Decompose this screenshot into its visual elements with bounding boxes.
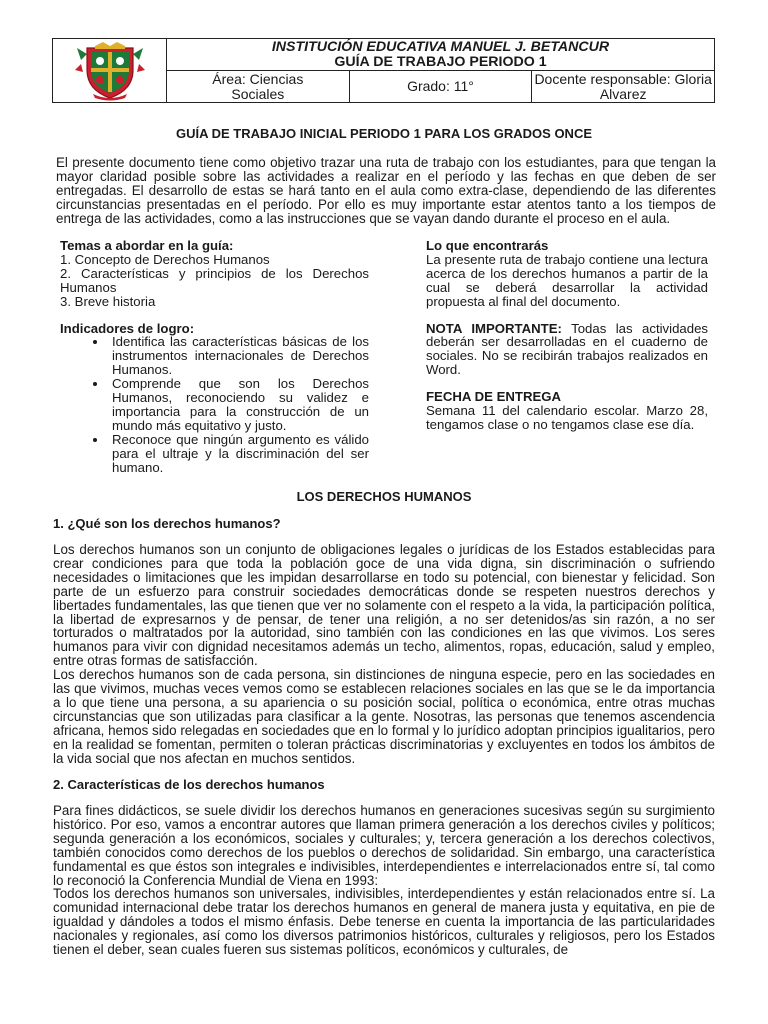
topic-item: 1. Concepto de Derechos Humanos xyxy=(60,251,270,267)
indicator-item: • Comprende que son los Derechos Humanos, reconociendo su validez e importancia para la construcción de un mundo más equitativo y justo. xyxy=(108,377,369,433)
question-2-paragraph: Para fines didácticos, se suele dividir los derechos humanos en generaciones sucesivas según su surgimiento histórico. Por eso, vamos a encontrar autores que llaman primera generación a los derechos civiles y políticos; segunda generación a los económicos, sociales y culturales; y, tercera generación a los derechos colectivos, también conocidos como derechos de los pueblos o derechos de solidaridad. Sin embargo, una característica fundamental es que éstos son integrales e indivisibles, interdependientes e interrelacionados entre sí, tal como lo reconoció la Conferencia Mundial de Viena en 1993: xyxy=(53,803,715,888)
topic-item: 2. Características y principios de los Derechos Humanos xyxy=(60,265,369,295)
intro-paragraph: El presente documento tiene como objetivo trazar una ruta de trabajo con los estudiantes, para que tengan la mayor claridad posible sobre las actividades a realizar en el período y las fechas en que deben de ser entregadas. El desarrollo de estas se hará tanto en el aula como extra-clase, dependiendo de las diferentes circunstancias presentadas en el período. Por ello es muy importante estar atentos tanto a los tiempos de entrega de las actividades, como a las instrucciones que se vayan dando durante el proceso en el aula. xyxy=(56,155,716,226)
header-table xyxy=(52,38,715,103)
question-2-paragraph: Todos los derechos humanos son universales, indivisibles, interdependientes y están relacionados entre sí. La comunidad internacional debe tratar los derechos humanos en general de manera justa y equitativa, en pie de igualdad y dándoles a todos el mismo énfasis. Debe tenerse en cuenta la importancia de las particularidades nacionales y regionales, así como los diversos patrimonios históricos, culturales y religiosos, pero los Estados tienen el deber, sean cuales fueren sus sistemas políticos, económicos y culturales, de xyxy=(53,886,715,958)
note-label: NOTA IMPORTANTE: xyxy=(426,320,562,336)
question-1-paragraph: Los derechos humanos son un conjunto de obligaciones legales o jurídicas de los Estados establecidas para crear condiciones para que toda la población goce de una vida digna, sin discriminación o sufriendo necesidades o limitaciones que les impidan desarrollarse en todo su potencial, con bienestar y felicidad. Son parte de un esfuerzo para construir sociedades democráticas donde se respeten nuestros derechos y libertades fundamentales, las que tienen que ver no solamente con el respeto a la vida, la participación política, la libertad de expresarnos y de pensar, de tener una religión, a no ser detenidos/as sin razón, a no ser torturados o maltratados por la autoridad, sino también con las condiciones en las que vivimos. Los seres humanos para vivir con dignidad necesitamos además un techo, alimentos, ropas, educación, salud y empleo, entre otras formas de satisfacción. xyxy=(53,542,715,669)
find-heading: Lo que encontrarás xyxy=(426,238,549,253)
topics-heading: Temas a abordar en la guía: xyxy=(60,238,234,253)
right-column xyxy=(426,239,708,432)
question-2-body xyxy=(53,804,715,957)
area-cell xyxy=(167,71,350,103)
question-1-body xyxy=(53,543,715,766)
grade-label: Grado: 11° xyxy=(407,78,474,94)
question-1-paragraph: Los derechos humanos son de cada persona, sin distinciones de ninguna especie, pero en las sociedades en las que vivimos, muchas veces vemos como se establecen relaciones sociales en las que se le da importancia a lo que tiene una persona, a su apariencia o su posición social, política o económica, entre otras muchas circunstancias que son utilizadas para clasificar a la gente. Nosotras, las personas que tenemos ascendencia africana, hemos sido relegadas en sociedades que en lo formal y lo jurídico adoptan principios igualitarios, pero en la realidad se fomentan, permiten o toleran prácticas discriminatorias y excluyentes en todos los ámbitos de la vida social que nos afectan en muchos sentidos. xyxy=(53,667,715,766)
date-text: Semana 11 del calendario escolar. Marzo 28, tengamos clase o no tengamos clase ese día. xyxy=(426,403,708,432)
note-paragraph xyxy=(426,322,708,378)
institution-name: INSTITUCIÓN EDUCATIVA MANUEL J. BETANCUR xyxy=(271,38,610,55)
section-title: LOS DERECHOS HUMANOS xyxy=(296,489,472,504)
document-title: GUÍA DE TRABAJO INICIAL PERIODO 1 PARA LOS GRADOS ONCE xyxy=(175,126,593,141)
indicator-item: • Reconoce que ningún argumento es válido para el ultraje y la discriminación del ser humano. xyxy=(108,433,369,475)
logo-cell xyxy=(53,39,167,103)
date-heading: FECHA DE ENTREGA xyxy=(426,389,562,405)
indicators-list xyxy=(60,335,369,474)
grade-cell xyxy=(349,71,532,103)
guide-period: GUÍA DE TRABAJO PERIODO 1 xyxy=(334,53,547,70)
find-text: La presente ruta de trabajo contiene una lectura acerca de los derechos humanos a partir de la cual se deberá desarrollar la actividad propuesta al final del documento. xyxy=(426,251,708,309)
teacher-cell xyxy=(532,71,715,103)
teacher-label: Docente responsable: Gloria Alvarez xyxy=(534,70,712,102)
intro-section xyxy=(56,156,716,226)
school-crest-logo xyxy=(73,40,147,102)
indicators-heading: Indicadores de logro: xyxy=(60,320,195,336)
question-1-heading: 1. ¿Qué son los derechos humanos? xyxy=(53,516,281,531)
topic-item: 3. Breve historia xyxy=(60,293,156,309)
question-2-heading: 2. Características de los derechos humanos xyxy=(53,777,325,792)
area-label: Área: Ciencias Sociales xyxy=(212,70,304,102)
institution-cell xyxy=(167,39,715,71)
left-column xyxy=(60,239,369,475)
indicator-item: • Identifica las características básicas de los instrumentos internacionales de Derechos Humanos. xyxy=(108,335,369,377)
note-text: Todas las actividades deberán ser desarrolladas en el cuaderno de sociales. No se recibirán trabajos realizados en Word. xyxy=(426,320,708,378)
